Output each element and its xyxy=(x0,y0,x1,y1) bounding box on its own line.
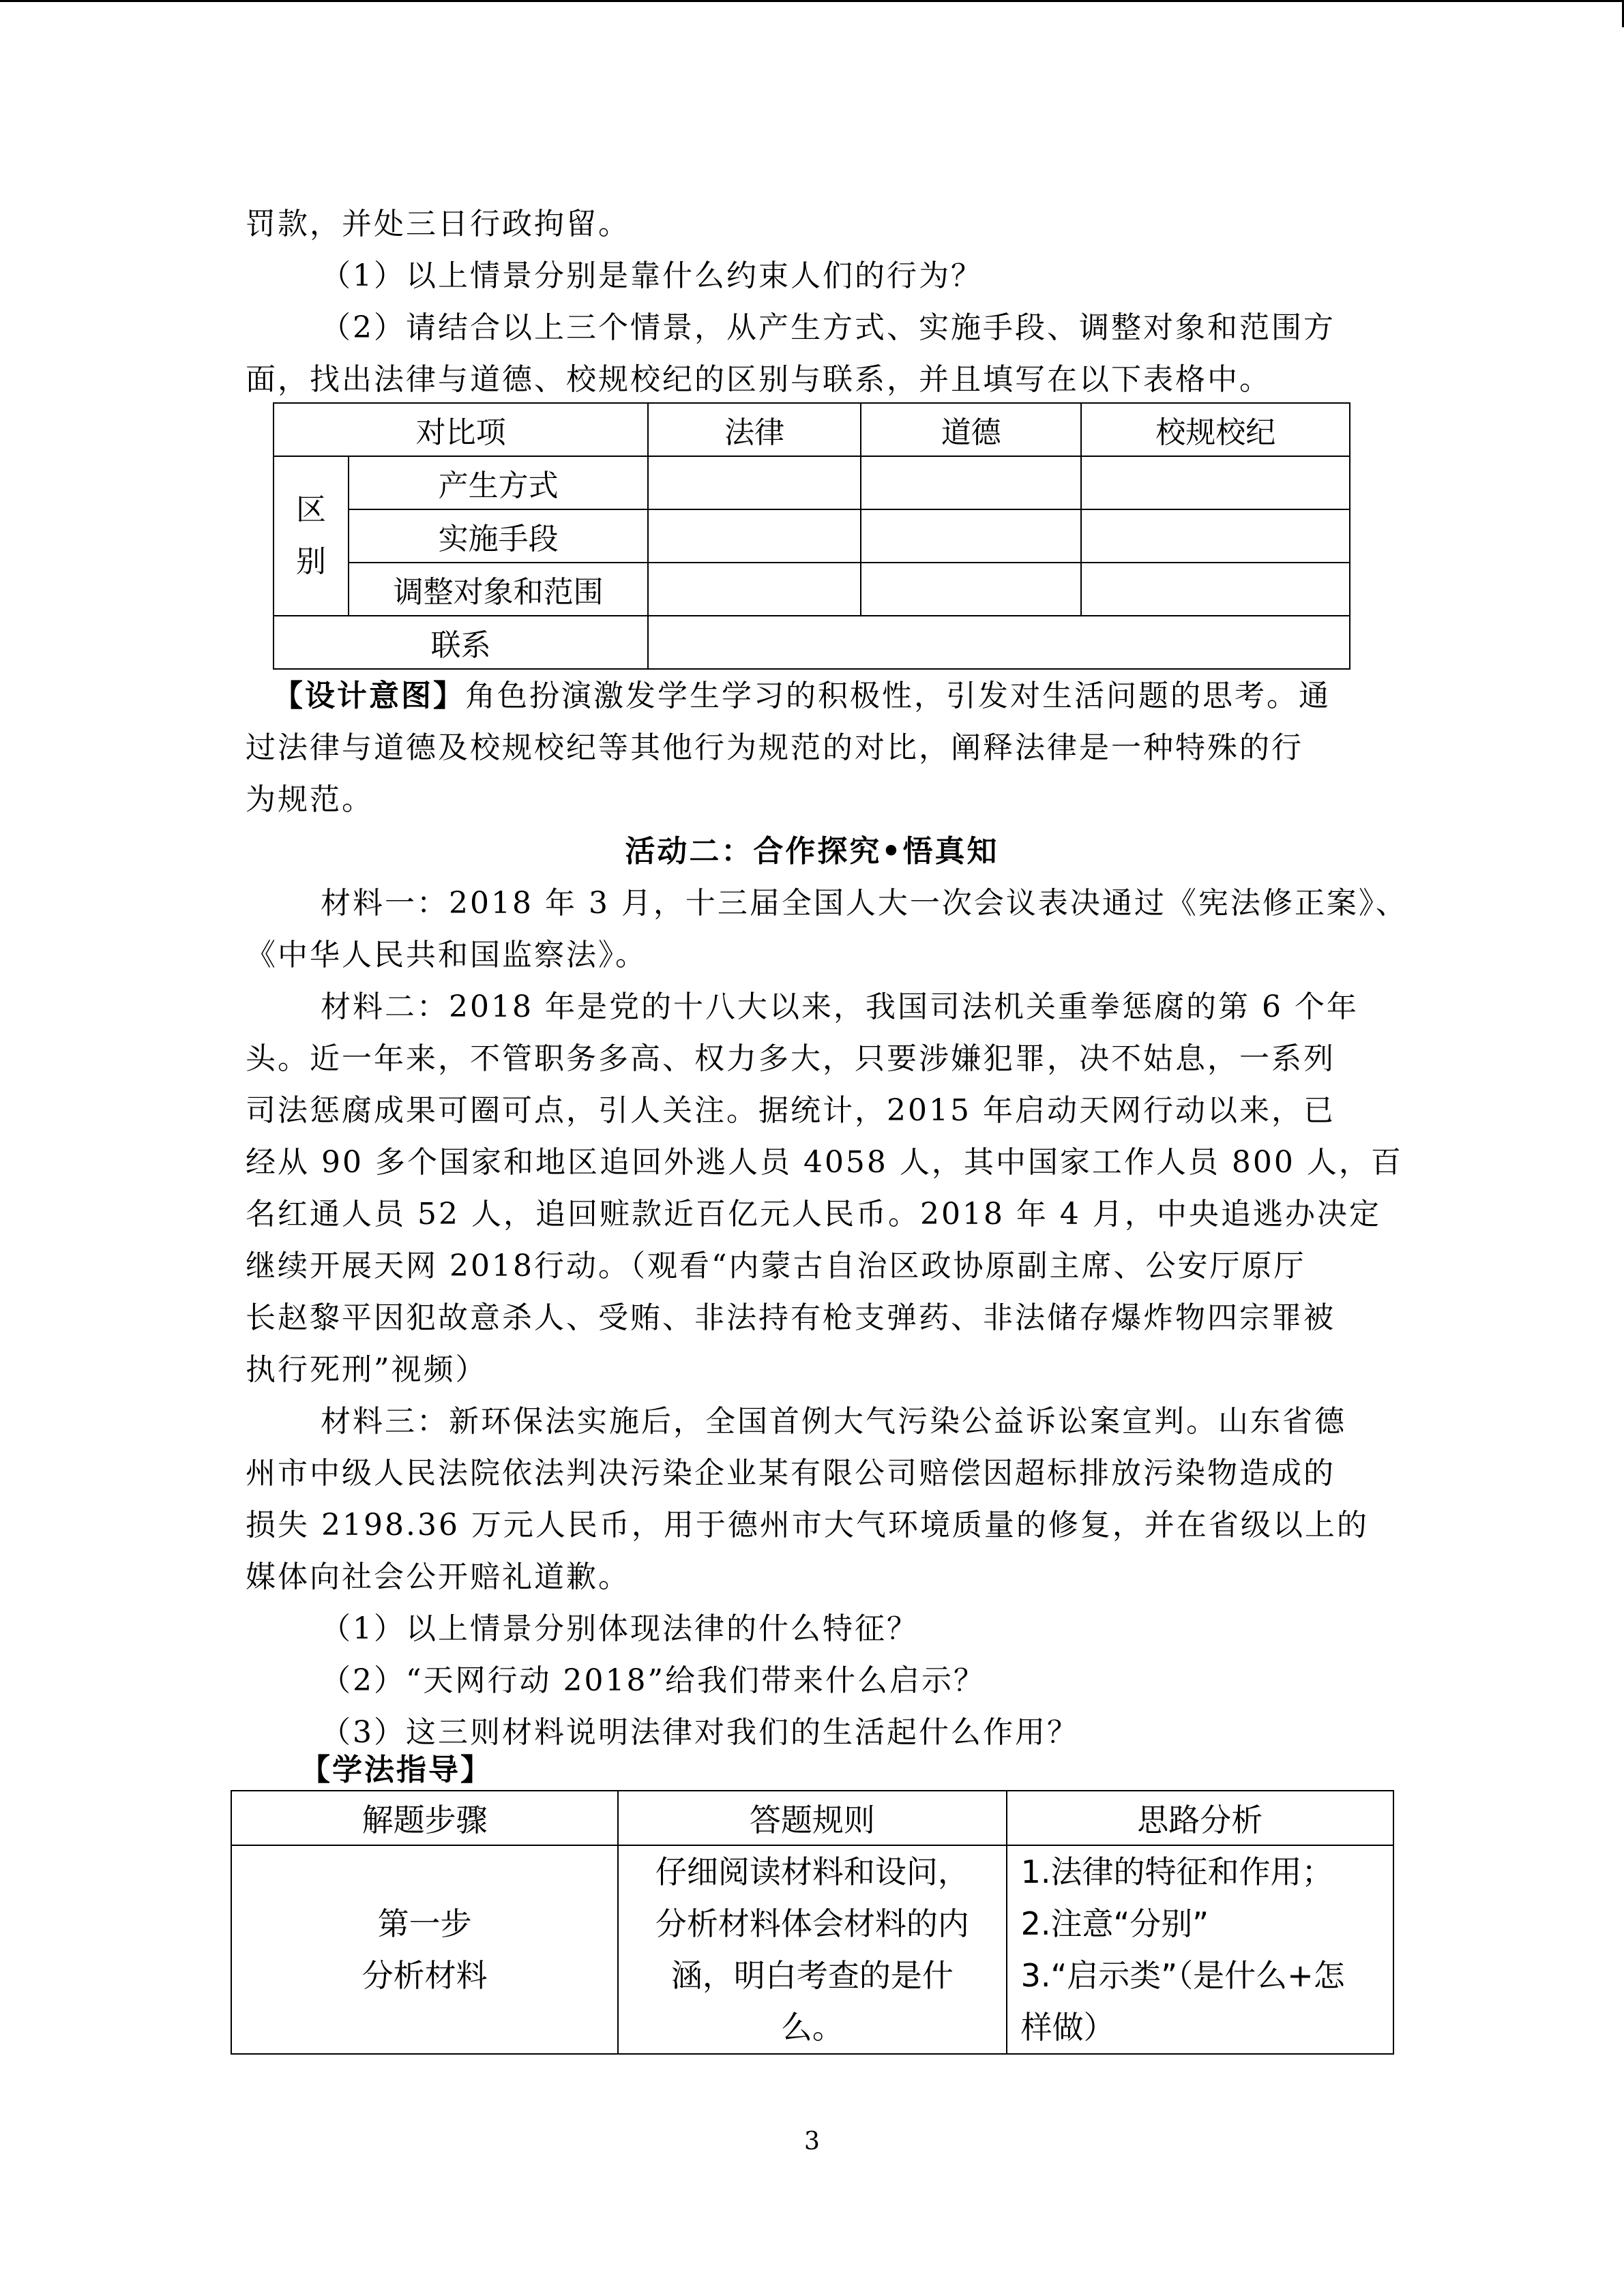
table-row xyxy=(274,563,1350,616)
step-cell xyxy=(231,1845,618,2054)
comparison-table xyxy=(273,402,1350,670)
text-line: 面，找出法律与道德、校规校纪的区别与联系，并且填写在以下表格中。 xyxy=(246,362,1271,397)
header-law: 法律 xyxy=(648,403,861,456)
row-contact: 联系 xyxy=(274,616,648,669)
question-2-line: （2）请结合以上三个情景，从产生方式、实施手段、调整对象和范围方 xyxy=(321,310,1335,345)
question-1-line: （1）以上情景分别是靠什么约束人们的行为？ xyxy=(321,258,983,293)
analysis-text: 3.“启示类”（是什么+怎 xyxy=(1020,1957,1345,1994)
design-intent-line xyxy=(273,670,1331,723)
material-line: 州市中级人民法院依法判决污染企业某有限公司赔偿因超标排放污染物造成的 xyxy=(246,1456,1335,1491)
material-line: 材料一：2018 年 3 月，十三届全国人大一次会议表决通过《宪法修正案》、 xyxy=(321,886,1408,921)
empty-cell[interactable] xyxy=(1081,509,1350,563)
header-rules: 答题规则 xyxy=(618,1791,1006,1845)
header-school-rules: 校规校纪 xyxy=(1081,403,1350,456)
material-line: 长赵黎平因犯故意杀人、受贿、非法持有枪支弹药、非法储存爆炸物四宗罪被 xyxy=(246,1300,1335,1335)
table-row xyxy=(274,403,1350,456)
empty-cell[interactable] xyxy=(1081,563,1350,616)
row-enforcement: 实施手段 xyxy=(349,509,648,563)
step-number: 第一步 xyxy=(377,1905,472,1942)
material-line: 损失 2198.36 万元人民币，用于德州市大气环境质量的修复，并在省级以上的 xyxy=(246,1508,1369,1542)
page-number: 3 xyxy=(804,2128,820,2156)
text-line: 过法律与道德及校规校纪等其他行为规范的对比，阐释法律是一种特殊的行 xyxy=(246,730,1303,765)
question-line: （1）以上情景分别体现法律的什么特征？ xyxy=(321,1611,919,1646)
guide-title: 【学法指导】 xyxy=(300,1753,492,1787)
text-line: 为规范。 xyxy=(246,782,374,817)
table-row xyxy=(231,1791,1393,1845)
question-line: （3）这三则材料说明法律对我们的生活起什么作用？ xyxy=(321,1715,1079,1750)
empty-cell[interactable] xyxy=(861,456,1082,509)
material-line: 材料三：新环保法实施后，全国首例大气污染公益诉讼案宣判。山东省德 xyxy=(321,1404,1346,1439)
header-compare: 对比项 xyxy=(274,403,648,456)
material-line: 材料二：2018 年是党的十八大以来，我国司法机关重拳惩腐的第 6 个年 xyxy=(321,989,1359,1024)
empty-cell[interactable] xyxy=(1081,456,1350,509)
design-intent-text: 角色扮演激发学生学习的积极性，引发对生活问题的思考。通 xyxy=(465,679,1331,713)
analysis-text: 2.注意“分别” xyxy=(1020,1905,1209,1942)
method-guide-table xyxy=(231,1790,1394,2055)
table-row xyxy=(231,1845,1393,2054)
material-line: 名红通人员 52 人，追回赃款近百亿元人民币。2018 年 4 月，中央追逃办决定 xyxy=(246,1197,1381,1232)
row-origin: 产生方式 xyxy=(349,456,648,509)
difference-label xyxy=(274,456,349,616)
header-analysis: 思路分析 xyxy=(1007,1791,1393,1845)
header-moral: 道德 xyxy=(861,403,1082,456)
empty-cell[interactable] xyxy=(648,616,1350,669)
table-row xyxy=(274,616,1350,669)
material-line: 《中华人民共和国监察法》。 xyxy=(246,938,647,972)
activity-title: 活动二：合作探究•悟真知 xyxy=(625,834,999,869)
material-line: 媒体向社会公开赔礼道歉。 xyxy=(246,1560,630,1594)
rule-text: 仔细阅读材料和设问， xyxy=(655,1853,969,1890)
rule-text: 么。 xyxy=(780,2009,844,2046)
analysis-text: 样做） xyxy=(1020,2009,1115,2046)
material-line: 继续开展天网 2018行动。（观看“内蒙古自治区政协原副主席、公安厅原厅 xyxy=(246,1249,1306,1283)
empty-cell[interactable] xyxy=(648,456,861,509)
text-line: 罚款，并处三日行政拘留。 xyxy=(246,207,630,241)
material-line: 头。近一年来，不管职务多高、权力多大，只要涉嫌犯罪，决不姑息，一系列 xyxy=(246,1041,1335,1076)
page-top-border xyxy=(0,0,1624,2)
empty-cell[interactable] xyxy=(861,509,1082,563)
rule-text: 涵，明白考查的是什 xyxy=(670,1957,954,1994)
material-line: 司法惩腐成果可圈可点，引人关注。据统计，2015 年启动天网行动以来，已 xyxy=(246,1093,1335,1128)
row-scope: 调整对象和范围 xyxy=(349,563,648,616)
difference-label-text: 区别 xyxy=(295,492,326,579)
table-row xyxy=(274,509,1350,563)
table-row xyxy=(274,456,1350,509)
material-line: 执行死刑”视频） xyxy=(246,1352,488,1387)
rule-text: 分析材料体会材料的内 xyxy=(655,1905,969,1942)
header-steps: 解题步骤 xyxy=(231,1791,618,1845)
rule-cell xyxy=(618,1845,1006,2054)
empty-cell[interactable] xyxy=(648,563,861,616)
analysis-cell xyxy=(1007,1845,1393,2054)
material-line: 经从 90 多个国家和地区追回外逃人员 4058 人，其中国家工作人员 800 人，百 xyxy=(246,1145,1403,1180)
design-intent-label: 【设计意图】 xyxy=(273,679,465,713)
empty-cell[interactable] xyxy=(648,509,861,563)
analysis-text: 1.法律的特征和作用； xyxy=(1020,1853,1333,1890)
empty-cell[interactable] xyxy=(861,563,1082,616)
step-name: 分析材料 xyxy=(361,1957,488,1994)
question-line: （2）“天网行动 2018”给我们带来什么启示？ xyxy=(321,1663,986,1698)
